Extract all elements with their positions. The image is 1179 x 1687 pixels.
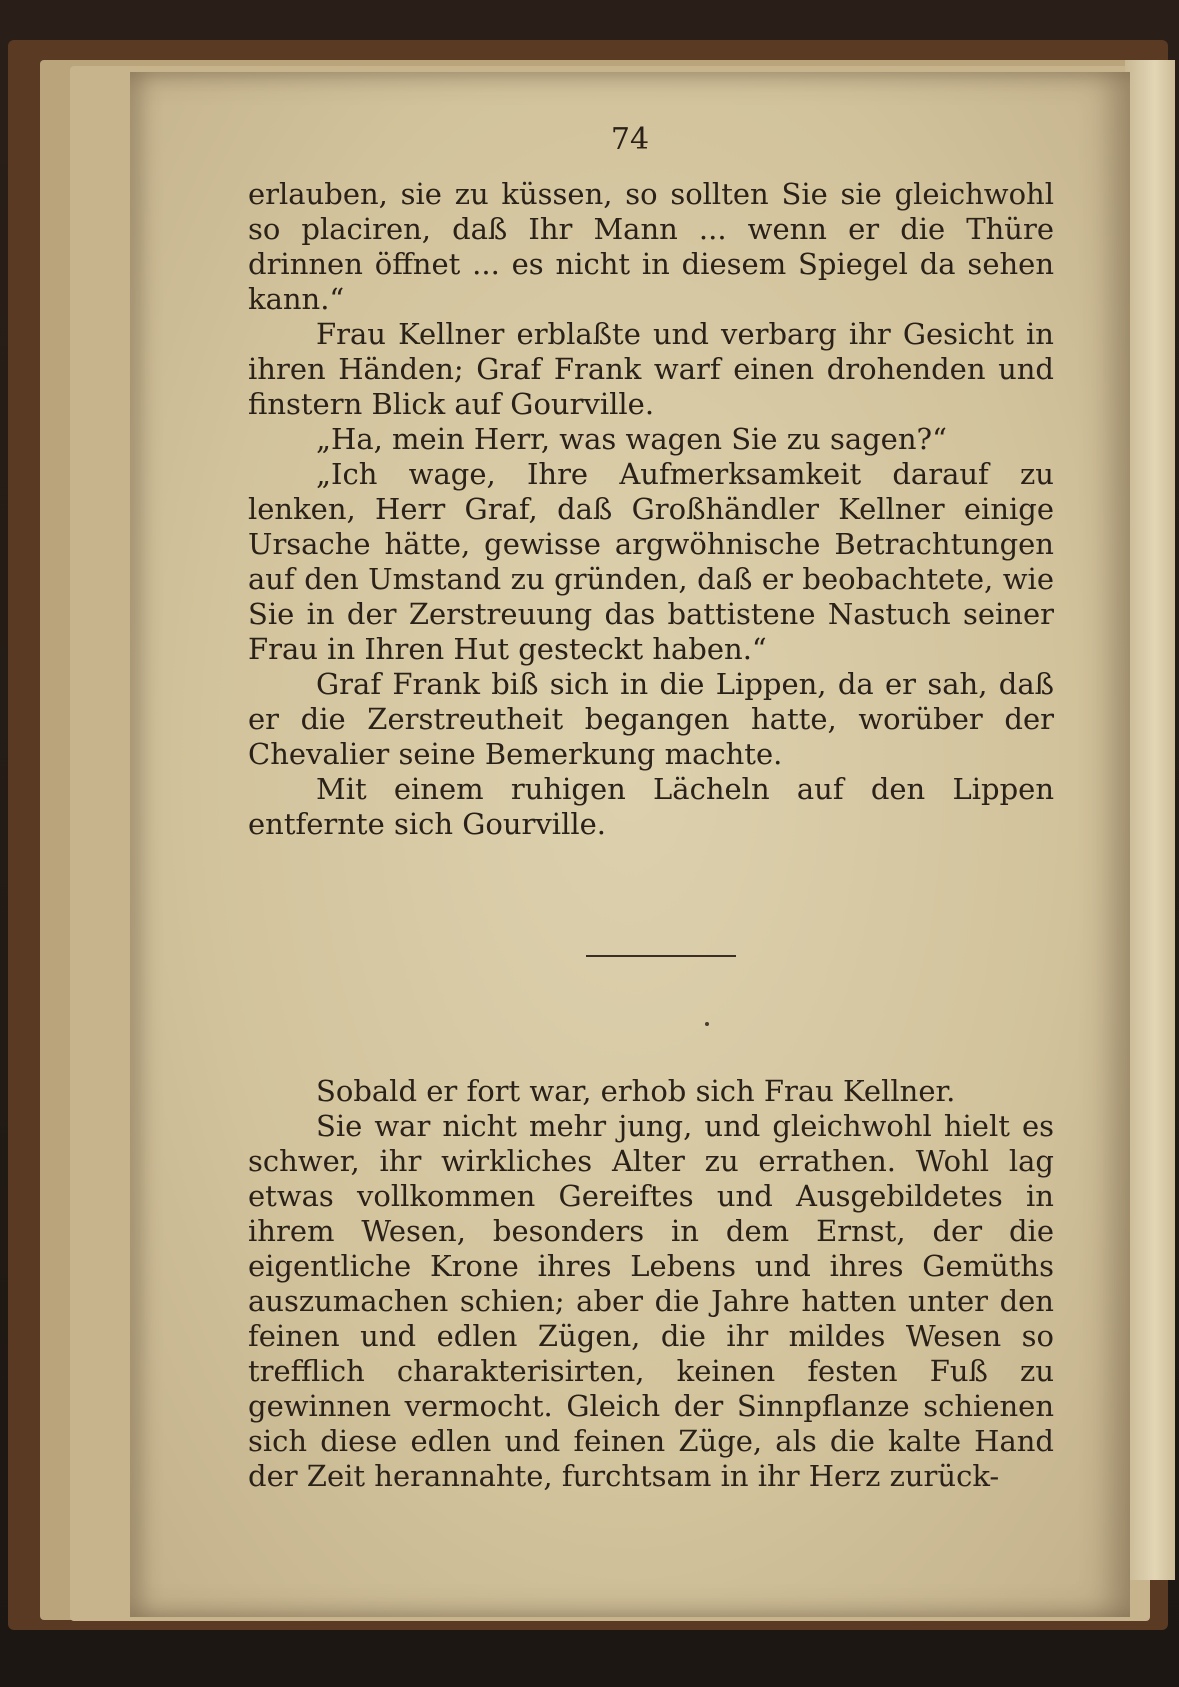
book-gutter <box>1125 60 1175 1580</box>
paragraph: Mit einem ruhigen Lächeln auf den Lippen entfernte sich Gourville. <box>248 772 1054 841</box>
paragraph: Graf Frank biß sich in die Lippen, da er sah, daß er die Zerstreutheit begangen hatte, worüber der Chevalier seine Bemerkung machte. <box>248 667 1054 771</box>
paragraph: Sie war nicht mehr jung, und gleichwohl hielt es schwer, ihr wirkliches Alter zu errathen. Wohl lag etwas vollkommen Gereiftes und Ausgebildetes in ihrem Wesen, besonders in dem Ernst, der die eigentliche Krone ihres Lebens und ihres Gemüths auszumachen schien; aber die Jahre hatten unter den feinen und edlen Zügen, die ihr mildes Wesen so trefflich charakterisirten, keinen festen Fuß zu gewinnen vermocht. Gleich der Sinnpflanze schienen sich diese edlen und feinen Züge, als die kalte Hand der Zeit herannahte, furchtsam in ihr Herz zurück- <box>248 1109 1054 1493</box>
text-block-lower <box>248 1074 1054 1494</box>
paragraph: „Ha, mein Herr, was wagen Sie zu sagen?“ <box>316 422 947 456</box>
section-divider <box>586 955 736 957</box>
paper-speck <box>705 1022 709 1026</box>
text-block-upper <box>248 177 1054 842</box>
book-page <box>130 72 1130 1617</box>
paragraph: „Ich wage, Ihre Aufmerksamkeit darauf zu lenken, Herr Graf, daß Großhändler Kellner einige Ursache hätte, gewisse argwöhnische Betrachtungen auf den Umstand zu gründen, daß er beobachtete, wie Sie in der Zerstreuung das battistene Nastuch seiner Frau in Ihren Hut gesteckt haben.“ <box>248 457 1054 666</box>
paragraph: Sobald er fort war, erhob sich Frau Kellner. <box>316 1074 956 1108</box>
page-number: 74 <box>610 122 650 157</box>
paragraph: erlauben, sie zu küssen, so sollten Sie sie gleichwohl so placiren, daß Ihr Mann ... wenn er die Thüre drinnen öffnet ... es nicht in diesem Spiegel da sehen kann.“ <box>248 177 1054 316</box>
paragraph: Frau Kellner erblaßte und verbarg ihr Gesicht in ihren Händen; Graf Frank warf einen drohenden und finstern Blick auf Gourville. <box>248 317 1054 421</box>
